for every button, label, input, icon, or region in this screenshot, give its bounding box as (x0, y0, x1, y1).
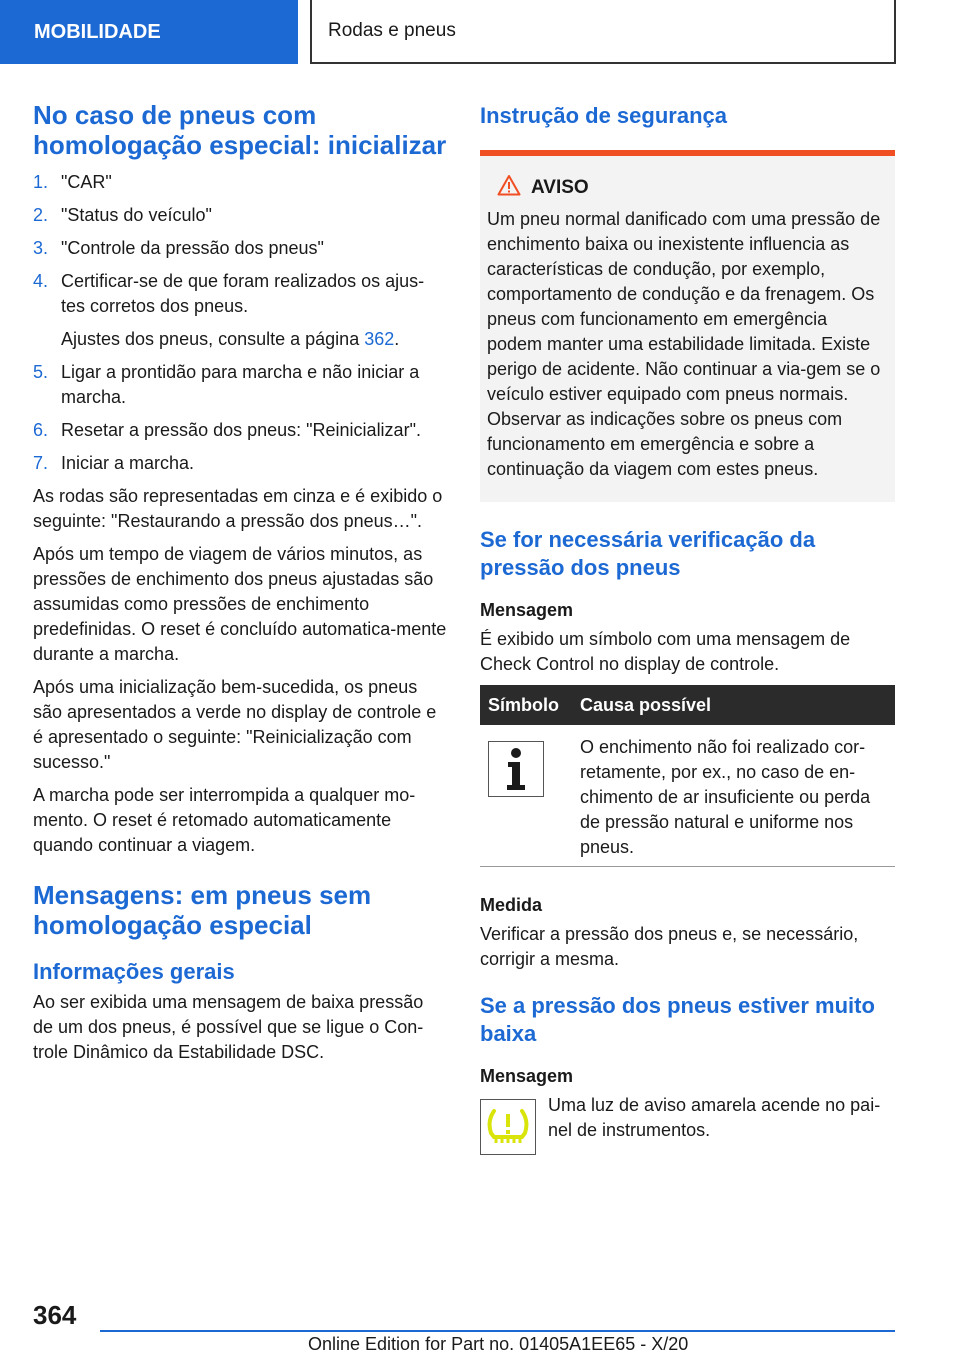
step-text: Resetar a pressão dos pneus: "Reinicializar". (61, 420, 421, 440)
step-number: 1. (33, 172, 49, 192)
step-number: 3. (33, 238, 49, 258)
page-reference-link[interactable]: 362 (364, 329, 395, 349)
paragraph-message: É exibido um símbolo com uma mensagem de Check Control no display de controle. (480, 629, 851, 674)
step-text: Iniciar a marcha. (61, 453, 195, 473)
paragraph-interrupt: A marcha pode ser interrompida a qualquer mo-mento. O reset é retomado automaticamente quando continuar a viagem. (33, 785, 416, 855)
paragraph-reset: Após um tempo de viagem de vários minutos, as pressões de enchimento dos pneus ajustadas são assumidas como pressões de enchimento predefinidas. O reset é concluído automatica-mente durante a marcha. (33, 544, 447, 664)
heading-initialize: No caso de pneus com homologação especial: inicializar (33, 100, 447, 160)
paragraph-general-info: Ao ser exibida uma mensagem de baixa pressão de um dos pneus, é possível que se ligue o Con-trole Dinâmico da Estabilidade DSC. (33, 992, 424, 1062)
heading-general-info: Informações gerais (33, 959, 235, 984)
footer-edition: Online Edition for Part no. 01405A1EE65 - X/20 (308, 1334, 689, 1354)
step-item (33, 236, 447, 261)
step-item (33, 451, 447, 476)
warning-title: AVISO (531, 176, 589, 198)
header-section (0, 0, 298, 64)
paragraph-message-2: Uma luz de aviso amarela acende no pai-nel de instrumentos. (548, 1095, 881, 1140)
step-item (33, 203, 447, 228)
step-text: "Status do veículo" (61, 205, 212, 225)
step-text: Certificar-se de que foram realizados os ajus-tes corretos dos pneus. (61, 271, 425, 316)
header-topic (310, 0, 896, 64)
step-text: Ligar a prontidão para marcha e não iniciar a marcha. (61, 362, 420, 407)
column-header-cause: Causa possível (572, 685, 895, 725)
page-reference (61, 327, 447, 352)
step-item (33, 360, 447, 410)
heading-check-pressure: Se for necessária verificação da pressão dos pneus (480, 527, 816, 580)
info-icon (488, 741, 544, 797)
step-number: 6. (33, 420, 49, 440)
warning-box (480, 150, 895, 502)
warning-header (487, 174, 887, 201)
step-number: 7. (33, 453, 49, 473)
paragraph-success: Após uma inicialização bem-sucedida, os pneus são apresentados a verde no display de controle e é apresentado o seguinte: "Reinicialização com sucesso." (33, 677, 437, 772)
header-topic-label: Rodas e pneus (328, 20, 456, 41)
cause-cell: O enchimento não foi realizado cor-retamente, por ex., no caso de en-chimento de ar insuficiente ou perda de pressão natural e uniforme nos pneus. (572, 725, 895, 867)
subheading-message: Mensagem (480, 600, 574, 620)
left-column (33, 100, 447, 1073)
table-row (480, 725, 895, 867)
tire-pressure-warning-icon (480, 1099, 536, 1155)
warning-text: Um pneu normal danificado com uma pressão de enchimento baixa ou inexistente influencia as características de condução, por exemplo, comportamento de condução e da frenagem. Os pneus com funcionamento em emergência podem manter uma estabilidade limitada. Existe perigo de acidente. Não continuar a via-gem se o veículo estiver equipado com pneus normais. Observar as indicações sobre os pneus com funcionamento em emergência e sobre a continuação da viagem com estes pneus. (487, 209, 881, 479)
step-item (33, 170, 447, 195)
symbol-table (480, 685, 895, 867)
step-text: "Controle da pressão dos pneus" (61, 238, 324, 258)
step-item (33, 418, 447, 443)
heading-messages: Mensagens: em pneus sem homologação especial (33, 880, 372, 940)
subheading-message-2: Mensagem (480, 1066, 574, 1086)
header-section-label: MOBILIDADE (34, 20, 161, 43)
step-number: 5. (33, 362, 49, 382)
symbol-cell (480, 725, 572, 867)
step-text: "CAR" (61, 172, 112, 192)
page-reference-suffix: . (394, 329, 400, 349)
paragraph-restoring: As rodas são representadas em cinza e é exibido o seguinte: "Restaurando a pressão dos pneus…". (33, 486, 443, 531)
message-row (480, 1093, 895, 1155)
warning-triangle-icon (497, 174, 521, 201)
heading-safety: Instrução de segurança (480, 103, 727, 128)
heading-low-pressure: Se a pressão dos pneus estiver muito baixa (480, 993, 875, 1046)
table-header-row (480, 685, 895, 725)
subheading-measure: Medida (480, 895, 543, 915)
step-number: 4. (33, 271, 49, 291)
column-header-symbol: Símbolo (480, 685, 572, 725)
step-number: 2. (33, 205, 49, 225)
step-item (33, 269, 447, 352)
right-column (480, 100, 895, 1155)
steps-list (33, 170, 447, 476)
footer-divider (100, 1330, 895, 1332)
page-number: 364 (33, 1300, 77, 1330)
paragraph-measure: Verificar a pressão dos pneus e, se necessário, corrigir a mesma. (480, 924, 859, 969)
page-reference-text: Ajustes dos pneus, consulte a página (61, 329, 365, 349)
